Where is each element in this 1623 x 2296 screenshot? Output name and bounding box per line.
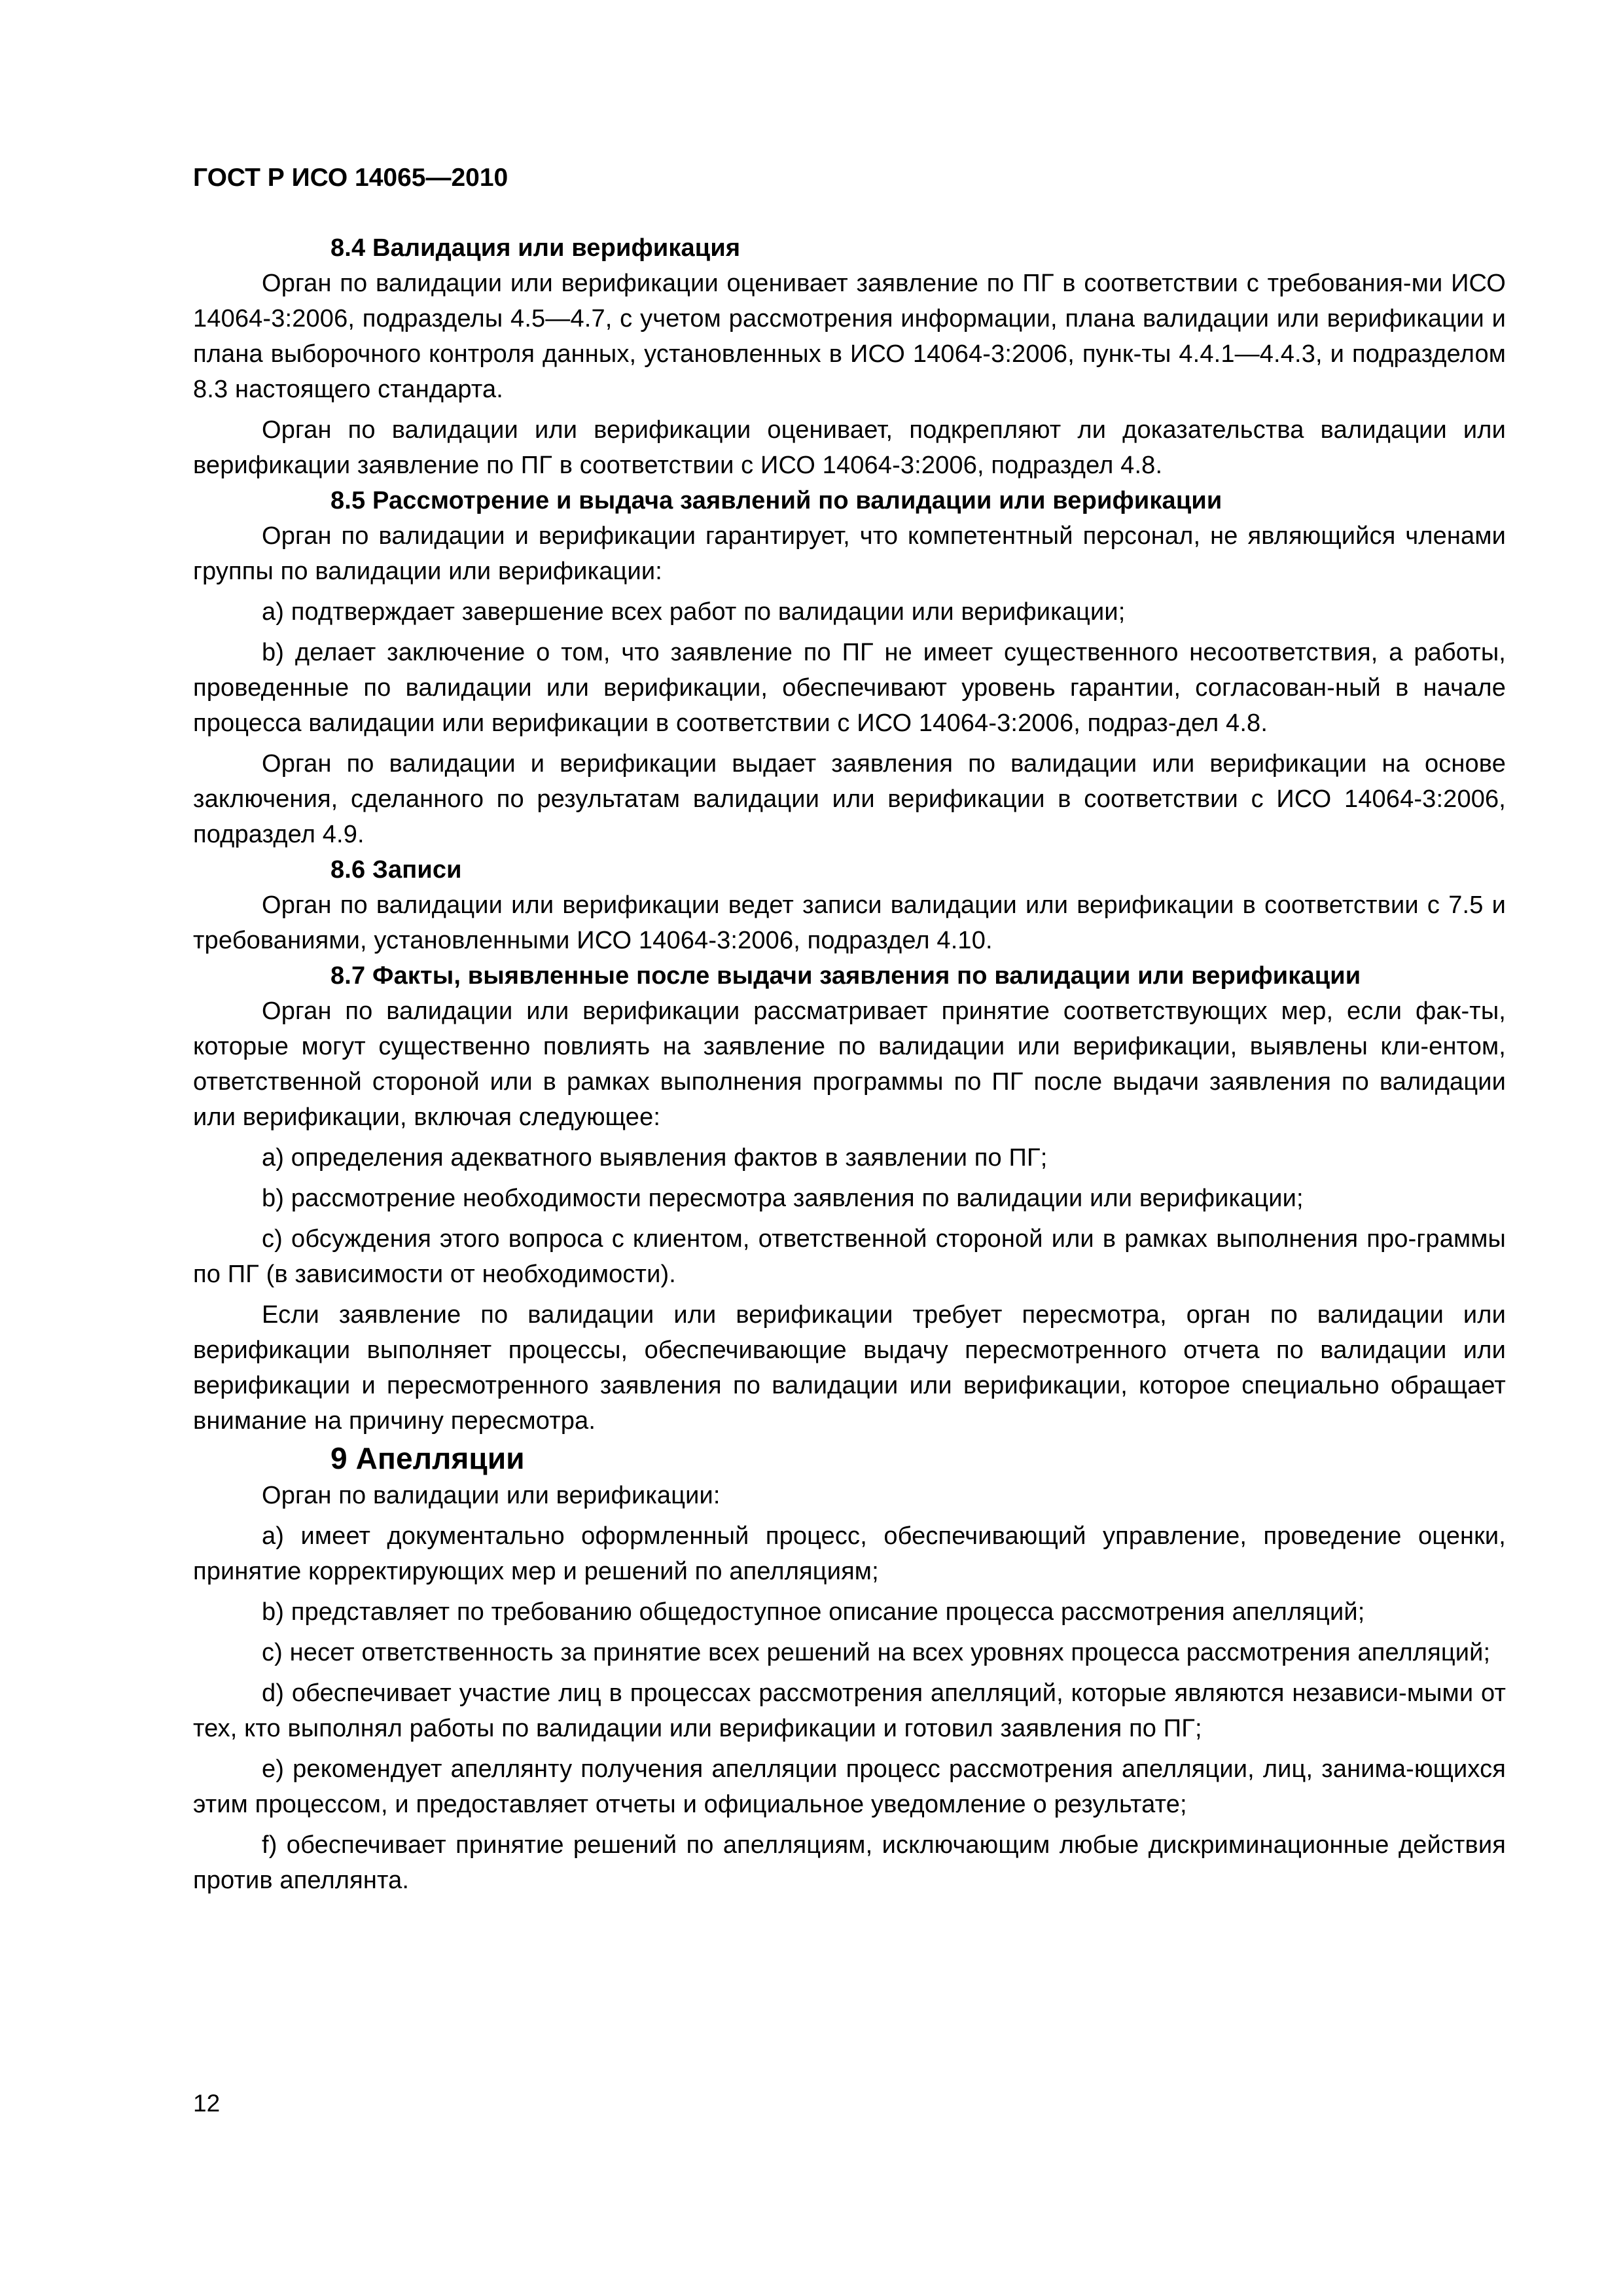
list-item-9-a: a) имеет документально оформленный процесс, обеспечивающий управление, проведение оценки, принятие корректирующих мер и решений по апелляциям;	[193, 1522, 1506, 1585]
list-item-9-f: f) обеспечивает принятие решений по апелляциям, исключающим любые дискриминационные действия против апеллянта.	[193, 1831, 1506, 1894]
paragraph-8-4-2: Орган по валидации или верификации оценивает, подкрепляют ли доказательства валидации или верификации заявление по ПГ в соответствии с ИСО 14064-3:2006, подраздел 4.8.	[193, 416, 1506, 479]
subsection-8-5-heading: 8.5 Рассмотрение и выдача заявлений по валидации или верификации	[330, 487, 1222, 514]
list-item-9-e: e) рекомендует апеллянту получения апелляции процесс рассмотрения апелляции, лиц, занима-ющихся этим процессом, и предоставляет отчеты и официальное уведомление о результате;	[193, 1755, 1506, 1818]
paragraph-8-6-1: Орган по валидации или верификации ведет записи валидации или верификации в соответствии с 7.5 и требованиями, установленными ИСО 14064-3:2006, подраздел 4.10.	[193, 891, 1506, 954]
list-item-8-5-b: b) делает заключение о том, что заявление по ПГ не имеет существенного несоответствия, а работы, проведенные по валидации или верификации, обеспечивают уровень гарантии, согласован-ный в начале процесса валидации или верификации в соответствии с ИСО 14064-3:2006, подраз-дел 4.8.	[193, 639, 1506, 737]
paragraph-9-intro: Орган по валидации или верификации:	[262, 1482, 721, 1509]
document-header: ГОСТ Р ИСО 14065—2010	[193, 164, 508, 192]
page-number: 12	[193, 2090, 221, 2117]
paragraph-8-7-1: Орган по валидации или верификации рассматривает принятие соответствующих мер, если фак-ты, которые могут существенно повлиять на заявление по валидации или верификации, выявлены кли-ентом, ответственной стороной или в рамках выполнения программы по ПГ после выдачи заявления по валидации или верификации, включая следующее:	[193, 997, 1506, 1131]
list-item-9-c: c) несет ответственность за принятие всех решений на всех уровнях процесса рассмотрения апелляций;	[262, 1639, 1491, 1666]
subsection-8-6-heading: 8.6 Записи	[330, 856, 462, 884]
subsection-8-4-heading: 8.4 Валидация или верификация	[330, 234, 741, 262]
list-item-8-5-a: a) подтверждает завершение всех работ по валидации или верификации;	[262, 598, 1126, 626]
paragraph-8-4-1: Орган по валидации или верификации оценивает заявление по ПГ в соответствии с требования-ми ИСО 14064-3:2006, подразделы 4.5—4.7, с учетом рассмотрения информации, плана валидации или верификации и плана выборочного контроля данных, установленных в ИСО 14064-3:2006, пунк-ты 4.4.1—4.4.3, и подразделом 8.3 настоящего стандарта.	[193, 270, 1506, 403]
paragraph-8-5-1: Орган по валидации и верификации гарантирует, что компетентный персонал, не являющийся членами группы по валидации или верификации:	[193, 522, 1506, 585]
list-item-9-d: d) обеспечивает участие лиц в процессах рассмотрения апелляций, которые являются независи-мыми от тех, кто выполнял работы по валидации или верификации и готовил заявления по ПГ;	[193, 1679, 1506, 1742]
list-item-8-7-c: c) обсуждения этого вопроса с клиентом, ответственной стороной или в рамках выполнения про-граммы по ПГ (в зависимости от необходимости).	[193, 1225, 1506, 1288]
list-item-8-7-a: a) определения адекватного выявления фактов в заявлении по ПГ;	[262, 1144, 1048, 1172]
document-body	[193, 230, 1506, 1898]
subsection-8-7-heading: 8.7 Факты, выявленные после выдачи заявления по валидации или верификации	[330, 962, 1361, 990]
list-item-8-7-b: b) рассмотрение необходимости пересмотра заявления по валидации или верификации;	[262, 1185, 1304, 1212]
paragraph-8-7-2: Если заявление по валидации или верификации требует пересмотра, орган по валидации или верификации выполняет процессы, обеспечивающие выдачу пересмотренного отчета по валидации или верификации и пересмотренного заявления по валидации или верификации, которое специально обращает внимание на причину пересмотра.	[193, 1301, 1506, 1435]
section-9-heading: 9 Апелляции	[330, 1441, 525, 1475]
list-item-9-b: b) представляет по требованию общедоступное описание процесса рассмотрения апелляций;	[262, 1598, 1365, 1626]
paragraph-8-5-2: Орган по валидации и верификации выдает заявления по валидации или верификации на основе заключения, сделанного по результатам валидации или верификации в соответствии с ИСО 14064-3:2006, подраздел 4.9.	[193, 750, 1506, 848]
